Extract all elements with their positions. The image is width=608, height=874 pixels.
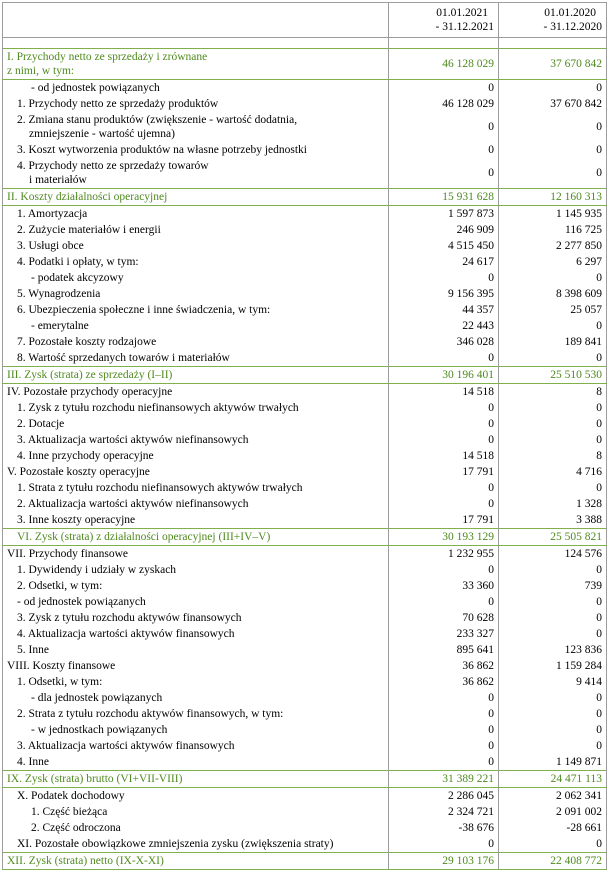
row-label-text: 3. Koszt wytworzenia produktów na własne potrzeby jednostki — [17, 144, 307, 156]
statement-row — [3, 562, 607, 578]
row-label-text: - dla jednostek powiązanych — [31, 692, 163, 704]
row-label-text: X. Podatek dochodowy — [17, 790, 125, 802]
row-label — [3, 49, 389, 80]
value-2020: 0 — [499, 432, 607, 448]
row-label-text: XII. Zysk (strata) netto (IX-X-XI) — [7, 855, 164, 867]
value-2021: 44 357 — [389, 302, 499, 318]
row-label — [3, 96, 389, 112]
row-label — [3, 754, 389, 771]
row-label — [3, 254, 389, 270]
period-start-2020: 01.01.2020 — [544, 7, 596, 19]
value-2020: 2 277 850 — [499, 238, 607, 254]
value-2021: 0 — [389, 80, 499, 97]
value-2020: 0 — [499, 318, 607, 334]
value-2020: 0 — [499, 690, 607, 706]
row-label — [3, 318, 389, 334]
value-2021: 30 196 401 — [389, 367, 499, 384]
statement-row — [3, 206, 607, 223]
row-label-text: 4. Inne — [17, 756, 49, 768]
row-label-text: 4. Inne przychody operacyjne — [17, 450, 154, 462]
statement-row — [3, 754, 607, 771]
row-label-text: II. Koszty działalności operacyjnej — [7, 191, 168, 203]
value-2021: 0 — [389, 836, 499, 853]
statement-row — [3, 690, 607, 706]
statement-row — [3, 788, 607, 805]
row-label-text: - podatek akcyzowy — [31, 272, 124, 284]
value-2020: 0 — [499, 400, 607, 416]
row-label — [3, 334, 389, 350]
value-2021: 14 518 — [389, 384, 499, 401]
statement-row — [3, 96, 607, 112]
statement-row — [3, 480, 607, 496]
row-label-text: 2. Zużycie materiałów i energii — [17, 224, 161, 236]
row-label — [3, 189, 389, 206]
value-2021: 30 193 129 — [389, 529, 499, 546]
value-2020: 0 — [499, 610, 607, 626]
value-2021: 233 327 — [389, 626, 499, 642]
value-2021: 346 028 — [389, 334, 499, 350]
row-label — [3, 836, 389, 853]
row-label-text: 4. Przychody netto ze sprzedaży towarów — [17, 160, 209, 172]
value-2021: 0 — [389, 350, 499, 367]
statement-row — [3, 642, 607, 658]
statement-row — [3, 626, 607, 642]
row-label-text: 5. Wynagrodzenia — [17, 288, 101, 300]
row-label — [3, 222, 389, 238]
statement-row — [3, 350, 607, 367]
row-label — [3, 690, 389, 706]
statement-row — [3, 112, 607, 142]
row-label — [3, 270, 389, 286]
row-label — [3, 771, 389, 788]
statement-row — [3, 496, 607, 512]
statement-row — [3, 318, 607, 334]
value-2020: 0 — [499, 722, 607, 738]
row-label-text: 3. Usługi obce — [17, 240, 84, 252]
value-2021: 36 862 — [389, 674, 499, 690]
value-2020: 0 — [499, 836, 607, 853]
value-2021: 0 — [389, 690, 499, 706]
value-2020: 22 408 772 — [499, 853, 607, 870]
row-label-text: 4. Podatki i opłaty, w tym: — [17, 256, 139, 268]
row-label-continuation: i materiałów — [29, 174, 87, 186]
row-label-text: - emerytalne — [31, 320, 89, 332]
value-2020: 0 — [499, 112, 607, 142]
value-2020: 0 — [499, 416, 607, 432]
spacer-cell — [3, 38, 389, 49]
value-2020: 25 510 530 — [499, 367, 607, 384]
row-label — [3, 626, 389, 642]
value-2020: 0 — [499, 562, 607, 578]
value-2020: 8 398 609 — [499, 286, 607, 302]
value-2021: 14 518 — [389, 448, 499, 464]
value-2020: 124 576 — [499, 546, 607, 563]
statement-row — [3, 578, 607, 594]
value-2020: 0 — [499, 142, 607, 158]
value-2020: 3 388 — [499, 512, 607, 529]
value-2021: 0 — [389, 722, 499, 738]
value-2020: 8 — [499, 384, 607, 401]
value-2021: 17 791 — [389, 464, 499, 480]
value-2021: 246 909 — [389, 222, 499, 238]
value-2020: 1 328 — [499, 496, 607, 512]
value-2021: 0 — [389, 496, 499, 512]
row-label — [3, 206, 389, 223]
statement-row — [3, 334, 607, 350]
row-label — [3, 804, 389, 820]
value-2020: 37 670 842 — [499, 49, 607, 80]
row-label-text: VI. Zysk (strata) z działalności operacyjnej (III+IV–V) — [17, 531, 271, 543]
value-2021: 0 — [389, 142, 499, 158]
statement-row — [3, 706, 607, 722]
value-2020: 0 — [499, 158, 607, 189]
statement-row — [3, 820, 607, 836]
value-2021: 0 — [389, 738, 499, 754]
statement-row — [3, 189, 607, 206]
row-label-text: 1. Część bieżąca — [31, 806, 108, 818]
value-2021: 17 791 — [389, 512, 499, 529]
statement-row — [3, 238, 607, 254]
value-2020: 2 062 341 — [499, 788, 607, 805]
row-label — [3, 384, 389, 401]
row-label — [3, 158, 389, 189]
row-label — [3, 112, 389, 142]
value-2020: 1 145 935 — [499, 206, 607, 223]
row-label — [3, 367, 389, 384]
row-label — [3, 448, 389, 464]
row-label — [3, 480, 389, 496]
value-2020: 8 — [499, 448, 607, 464]
statement-row — [3, 142, 607, 158]
row-label — [3, 286, 389, 302]
row-label-text: IV. Pozostałe przychody operacyjne — [7, 386, 173, 398]
value-2020: 9 414 — [499, 674, 607, 690]
period-end-2021: - 31.12.2021 — [435, 21, 494, 33]
row-label — [3, 642, 389, 658]
row-label-text: 2. Odsetki, w tym: — [17, 580, 103, 592]
value-2020: 25 057 — [499, 302, 607, 318]
row-label-continuation: z nimi, w tym: — [7, 65, 75, 77]
row-label — [3, 529, 389, 546]
value-2020: 37 670 842 — [499, 96, 607, 112]
value-2021: 0 — [389, 270, 499, 286]
value-2021: 36 862 — [389, 658, 499, 674]
row-label — [3, 578, 389, 594]
statement-row — [3, 512, 607, 529]
value-2021: 4 515 450 — [389, 238, 499, 254]
row-label-text: - w jednostkach powiązanych — [31, 724, 168, 736]
row-label-text: - od jednostek powiązanych — [31, 82, 160, 94]
value-2020: 0 — [499, 706, 607, 722]
value-2020: 0 — [499, 350, 607, 367]
value-2021: 0 — [389, 400, 499, 416]
value-2020: 0 — [499, 738, 607, 754]
statement-row — [3, 367, 607, 384]
header-label-cell — [3, 3, 389, 38]
statement-row — [3, 658, 607, 674]
row-label — [3, 432, 389, 448]
spacer-row — [3, 38, 607, 49]
period-header-row — [3, 3, 607, 38]
statement-row — [3, 222, 607, 238]
row-label-text: 1. Amortyzacja — [17, 208, 88, 220]
statement-row — [3, 49, 607, 80]
row-label — [3, 350, 389, 367]
value-2021: 0 — [389, 158, 499, 189]
value-2021: 29 103 176 — [389, 853, 499, 870]
value-2020: 12 160 313 — [499, 189, 607, 206]
row-label-text: 1. Przychody netto ze sprzedaży produktów — [17, 98, 219, 110]
statement-row — [3, 158, 607, 189]
value-2021: 70 628 — [389, 610, 499, 626]
statement-row — [3, 384, 607, 401]
row-label-text: 4. Aktualizacja wartości aktywów finansowych — [17, 628, 235, 640]
value-2021: 0 — [389, 594, 499, 610]
statement-row — [3, 853, 607, 870]
value-2021: 0 — [389, 480, 499, 496]
value-2021: 31 389 221 — [389, 771, 499, 788]
value-2020: 116 725 — [499, 222, 607, 238]
row-label — [3, 820, 389, 836]
value-2021: 0 — [389, 432, 499, 448]
row-label-text: - od jednostek powiązanych — [17, 596, 146, 608]
value-2021: -38 676 — [389, 820, 499, 836]
period-header-2020 — [499, 3, 607, 38]
value-2021: 0 — [389, 112, 499, 142]
value-2020: 24 471 113 — [499, 771, 607, 788]
statement-row — [3, 738, 607, 754]
value-2021: 0 — [389, 562, 499, 578]
value-2021: 46 128 029 — [389, 49, 499, 80]
statement-row — [3, 254, 607, 270]
value-2020: 4 716 — [499, 464, 607, 480]
row-label — [3, 80, 389, 97]
row-label — [3, 674, 389, 690]
statement-row — [3, 432, 607, 448]
value-2021: 0 — [389, 416, 499, 432]
row-label-text: 2. Dotacje — [17, 418, 65, 430]
statement-row — [3, 448, 607, 464]
row-label-continuation: zmniejszenie - wartość ujemna) — [29, 128, 175, 140]
statement-row — [3, 80, 607, 97]
statement-row — [3, 529, 607, 546]
value-2021: 1 232 955 — [389, 546, 499, 563]
row-label — [3, 464, 389, 480]
value-2021: 0 — [389, 754, 499, 771]
row-label — [3, 706, 389, 722]
row-label — [3, 302, 389, 318]
statement-row — [3, 722, 607, 738]
row-label — [3, 238, 389, 254]
value-2020: 0 — [499, 80, 607, 97]
row-label-text: 1. Dywidendy i udziały w zyskach — [17, 564, 177, 576]
statement-row — [3, 270, 607, 286]
value-2020: 25 505 821 — [499, 529, 607, 546]
row-label-text: 7. Pozostałe koszty rodzajowe — [17, 336, 157, 348]
row-label-text: 2. Strata z tytułu rozchodu aktywów finansowych, w tym: — [17, 708, 284, 720]
row-label-text: 2. Część odroczona — [31, 822, 121, 834]
income-statement-table — [2, 2, 607, 870]
row-label-text: 8. Wartość sprzedanych towarów i materiałów — [17, 352, 230, 364]
row-label — [3, 562, 389, 578]
period-end-2020: - 31.12.2020 — [543, 21, 602, 33]
value-2021: 2 286 045 — [389, 788, 499, 805]
statement-row — [3, 594, 607, 610]
value-2021: 895 641 — [389, 642, 499, 658]
row-label-text: 3. Inne koszty operacyjne — [17, 514, 136, 526]
statement-row — [3, 771, 607, 788]
row-label-text: III. Zysk (strata) ze sprzedaży (I–II) — [7, 369, 173, 381]
value-2020: 189 841 — [499, 334, 607, 350]
row-label-text: 5. Inne — [17, 644, 49, 656]
row-label — [3, 496, 389, 512]
row-label — [3, 722, 389, 738]
row-label — [3, 610, 389, 626]
value-2020: 123 836 — [499, 642, 607, 658]
row-label — [3, 788, 389, 805]
value-2021: 33 360 — [389, 578, 499, 594]
income-statement — [2, 2, 606, 870]
value-2020: 2 091 002 — [499, 804, 607, 820]
value-2021: 46 128 029 — [389, 96, 499, 112]
statement-row — [3, 302, 607, 318]
row-label-text: XI. Pozostałe obowiązkowe zmniejszenia zysku (zwiększenia straty) — [17, 838, 334, 850]
statement-row — [3, 400, 607, 416]
row-label-text: VII. Przychody finansowe — [7, 548, 129, 560]
row-label-text: 1. Strata z tytułu rozchodu niefinansowych aktywów trwałych — [17, 482, 303, 494]
row-label — [3, 142, 389, 158]
value-2020: 6 297 — [499, 254, 607, 270]
statement-row — [3, 416, 607, 432]
row-label — [3, 546, 389, 563]
spacer-cell — [389, 38, 499, 49]
row-label — [3, 594, 389, 610]
value-2020: 0 — [499, 480, 607, 496]
statement-row — [3, 804, 607, 820]
period-header-2021 — [389, 3, 499, 38]
value-2020: 0 — [499, 270, 607, 286]
statement-row — [3, 836, 607, 853]
value-2021: 9 156 395 — [389, 286, 499, 302]
row-label — [3, 738, 389, 754]
row-label-text: 6. Ubezpieczenia społeczne i inne świadczenia, w tym: — [17, 304, 271, 316]
row-label — [3, 400, 389, 416]
row-label-text: I. Przychody netto ze sprzedaży i zrównane — [7, 51, 208, 63]
value-2020: 739 — [499, 578, 607, 594]
row-label-text: VIII. Koszty finansowe — [7, 660, 116, 672]
statement-row — [3, 464, 607, 480]
row-label-text: 3. Aktualizacja wartości aktywów niefinansowych — [17, 434, 249, 446]
row-label-text: 1. Odsetki, w tym: — [17, 676, 103, 688]
value-2020: 1 149 871 — [499, 754, 607, 771]
value-2020: 1 159 284 — [499, 658, 607, 674]
row-label-text: 2. Zmiana stanu produktów (zwiększenie - wartość dodatnia, — [17, 114, 298, 126]
row-label-text: V. Pozostałe koszty operacyjne — [7, 466, 150, 478]
row-label-text: IX. Zysk (strata) brutto (VI+VII-VIII) — [7, 773, 183, 785]
row-label — [3, 416, 389, 432]
value-2020: 0 — [499, 594, 607, 610]
value-2021: 15 931 628 — [389, 189, 499, 206]
value-2021: 0 — [389, 706, 499, 722]
row-label — [3, 658, 389, 674]
row-label-text: 3. Aktualizacja wartości aktywów finansowych — [17, 740, 235, 752]
value-2020: 0 — [499, 626, 607, 642]
spacer-cell — [499, 38, 607, 49]
value-2021: 22 443 — [389, 318, 499, 334]
period-start-2021: 01.01.2021 — [436, 7, 488, 19]
row-label — [3, 512, 389, 529]
statement-row — [3, 610, 607, 626]
statement-row — [3, 546, 607, 563]
value-2021: 1 597 873 — [389, 206, 499, 223]
value-2021: 24 617 — [389, 254, 499, 270]
value-2021: 2 324 721 — [389, 804, 499, 820]
statement-row — [3, 674, 607, 690]
row-label-text: 3. Zysk z tytułu rozchodu aktywów finansowych — [17, 612, 242, 624]
statement-row — [3, 286, 607, 302]
row-label-text: 2. Aktualizacja wartości aktywów niefinansowych — [17, 498, 249, 510]
row-label — [3, 853, 389, 870]
row-label-text: 1. Zysk z tytułu rozchodu niefinansowych aktywów trwałych — [17, 402, 299, 414]
value-2020: -28 661 — [499, 820, 607, 836]
